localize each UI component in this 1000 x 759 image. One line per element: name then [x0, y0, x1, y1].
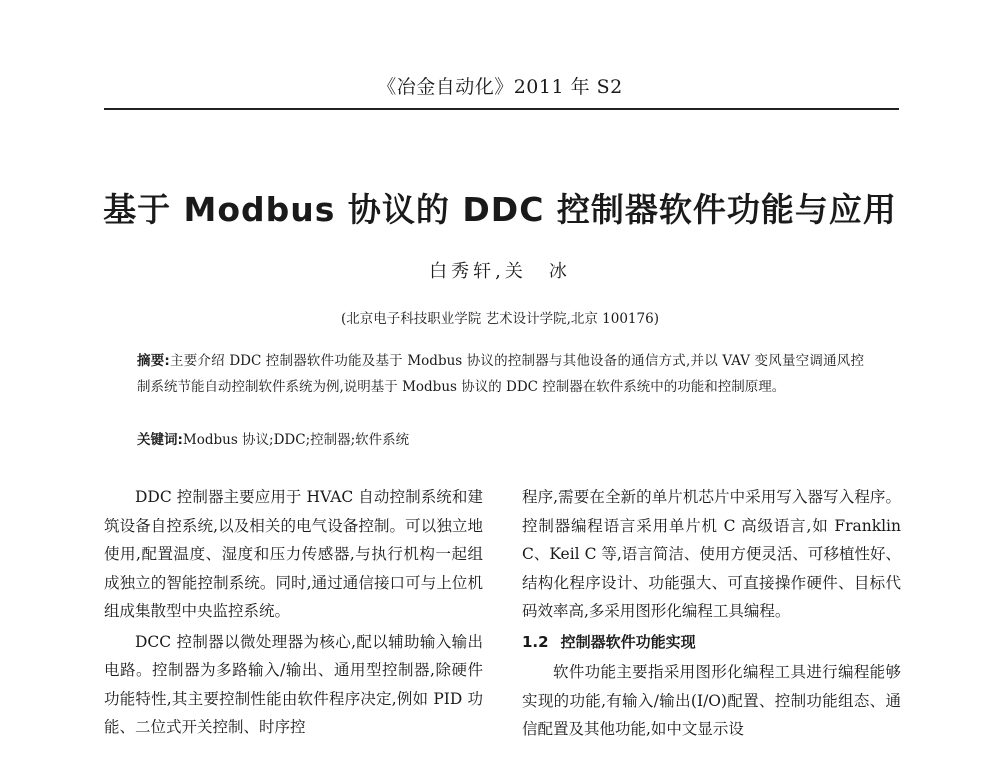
- body-column-right: [522, 483, 901, 746]
- keywords: [137, 427, 864, 453]
- section-number: 1.2: [522, 632, 549, 651]
- section-title: 控制器软件功能实现: [560, 632, 696, 651]
- abstract-label: 摘要:: [137, 353, 170, 369]
- body-paragraph: DDC 控制器主要应用于 HVAC 自动控制系统和建筑设备自控系统,以及相关的电气设备控制。可以独立地使用,配置温度、湿度和压力传感器,与执行机构一起组成独立的智能控制系统。同时,通过通信接口可与上位机组成集散型中央监控系统。: [104, 488, 483, 620]
- abstract: [137, 348, 864, 400]
- keywords-text: Modbus 协议;DDC;控制器;软件系统: [182, 432, 410, 448]
- journal-running-head: 《冶金自动化》2011 年 S2: [377, 76, 623, 98]
- affiliation: (北京电子科技职业学院 艺术设计学院,北京 100176): [341, 311, 659, 327]
- body-paragraph: 程序,需要在全新的单片机芯片中采用写入器写入程序。控制器编程语言采用单片机 C 高级语言,如 Franklin C、Keil C 等,语言简洁、使用方便灵活、可移植性好、结构化程序设计、功能强大、可直接操作硬件、目标代码效率高,多采用图形化编程工具编程。: [522, 488, 901, 620]
- body-column-left: [104, 483, 483, 744]
- paper-title: 基于 Modbus 协议的 DDC 控制器软件功能与应用: [103, 190, 897, 229]
- body-paragraph: 软件功能主要指采用图形化编程工具进行编程能够实现的功能,有输入/输出(I/O)配置、控制功能组态、通信配置及其他功能,如中文显示设: [522, 663, 901, 738]
- body-paragraph: DCC 控制器以微处理器为核心,配以辅助输入输出电路。控制器为多路输入/输出、通用型控制器,除硬件功能特性,其主要控制性能由软件程序决定,例如 PID 功能、二位式开关控制、时序控: [104, 632, 483, 736]
- keywords-label: 关键词:: [137, 432, 183, 448]
- section-heading: [522, 628, 901, 657]
- abstract-text: 主要介绍 DDC 控制器软件功能及基于 Modbus 协议的控制器与其他设备的通信方式,并以 VAV 变风量空调通风控制系统节能自动控制软件系统为例,说明基于 Modbus 协议的 DDC 控制器在软件系统中的功能和控制原理。: [137, 353, 864, 395]
- authors: 白秀轩,关 冰: [429, 261, 571, 282]
- header-rule: [104, 108, 899, 110]
